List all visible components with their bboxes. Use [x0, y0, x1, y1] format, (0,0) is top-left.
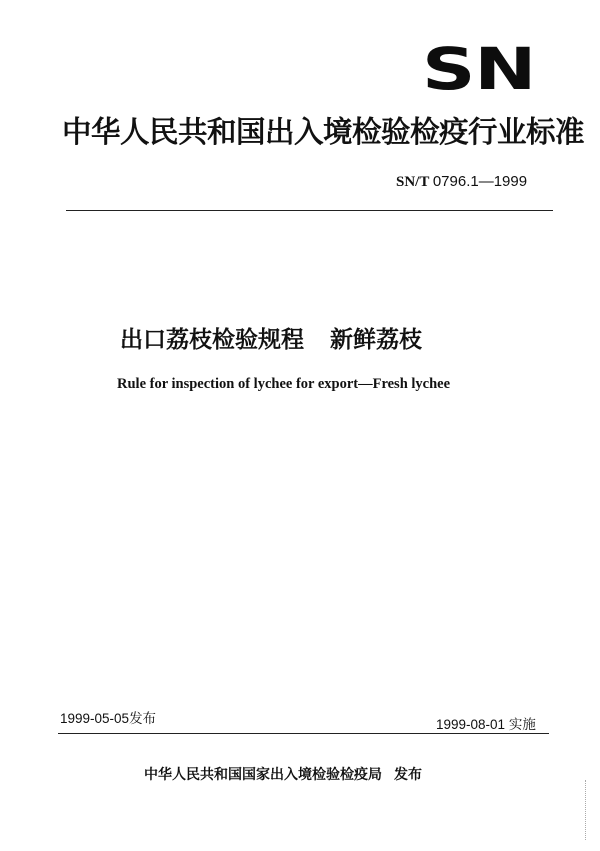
implementation-label: 实施	[508, 717, 536, 732]
standard-code-number: 0796.1—1999	[432, 173, 528, 190]
publisher-name: 中华人民共和国国家出入境检验检疫局	[144, 767, 382, 783]
standard-code	[396, 173, 527, 191]
sn-logo: SN	[422, 35, 536, 103]
document-title-main: 出口荔枝检验规程	[120, 327, 304, 353]
publisher	[144, 764, 422, 784]
top-divider	[66, 210, 553, 211]
scan-artifact	[583, 780, 586, 840]
issue-date-value: 1999-05-05	[60, 711, 130, 726]
implementation-date	[436, 713, 536, 733]
publish-label: 发布	[394, 767, 422, 783]
bottom-divider	[58, 733, 549, 734]
implementation-date-value: 1999-08-01	[436, 717, 506, 732]
document-title-sub: 新鲜荔枝	[330, 327, 422, 353]
standard-code-prefix: SN/T	[396, 174, 430, 190]
standard-category-title: 中华人民共和国出入境检验检疫行业标准	[62, 115, 585, 149]
document-title-en: Rule for inspection of lychee for export—Fresh lychee	[117, 376, 451, 392]
document-title-cn	[120, 321, 422, 354]
issue-label: 发布	[129, 711, 157, 726]
issue-date	[60, 707, 156, 727]
